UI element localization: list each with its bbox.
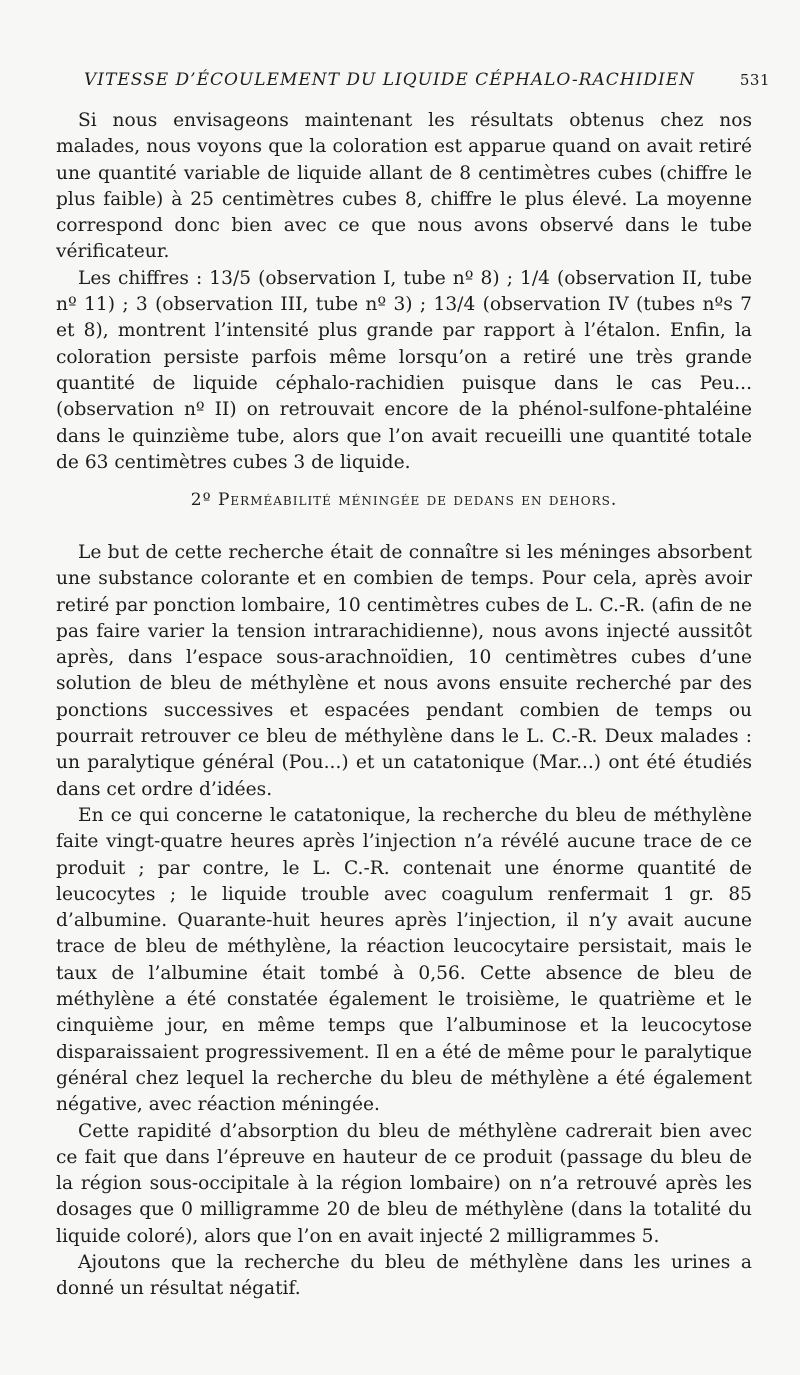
- paragraph-1: Si nous envisageons maintenant les résultats obtenus chez nos malades, nous voyons que la coloration est apparue quand on avait retiré une quantité variable de liquide allant de 8 centimètres cubes (chiffre le plus faible) à 25 centimètres cubes 8, chiffre le plus élevé. La moyenne correspond donc bien avec ce que nous avons observé dans le tube vérificateur.: [56, 110, 752, 263]
- paragraph-2: Les chiffres : 13/5 (observation I, tube nº 8) ; 1/4 (observation II, tube nº 11) ; 3 (observation III, tube nº 3) ; 13/4 (observation IV (tubes nºs 7 et 8), montrent l’intensité plus grande par rapport à l’étalon. Enfin, la coloration persiste parfois même lorsqu’on a retiré une très grande quantité de liquide céphalo-rachidien puisque dans le cas Peu... (observation nº II) on retrouvait encore de la phénol-sulfone-phtaléine dans le quinzième tube, alors que l’on avait recueilli une quantité totale de 63 centimètres cubes 3 de liquide.: [56, 267, 752, 473]
- section-2-text: [56, 540, 752, 1303]
- section-title: Perméabilité méningée de dedans en dehors.: [217, 490, 618, 510]
- paragraph-6: Ajoutons que la recherche du bleu de méthylène dans les urines a donné un résultat négatif.: [56, 1252, 752, 1300]
- running-head: [84, 70, 770, 96]
- page-number: 531: [739, 71, 770, 89]
- paragraph-4: En ce qui concerne le catatonique, la recherche du bleu de méthylène faite vingt-quatre heures après l’injection n’a révélé aucune trace de ce produit ; par contre, le L. C.-R. contenait une énorme quantité de leucocytes ; le liquide trouble avec coagulum renfermait 1 gr. 85 d’albumine. Quarante-huit heures après l’injection, il n’y avait aucune trace de bleu de méthylène, la réaction leucocytaire persistait, mais le taux de l’albumine était tombé à 0,56. Cette absence de bleu de méthylène a été constatée également le troisième, le quatrième et le cinquième jour, en même temps que l’albuminose et la leucocytose disparaissaient progressivement. Il en a été de même pour le paralytique général chez lequel la recherche du bleu de méthylène a été également négative, avec réaction méningée.: [56, 804, 752, 1116]
- section-number: 2º: [190, 490, 212, 510]
- paragraph-3: Le but de cette recherche était de connaître si les méninges absorbent une substance colorante et en combien de temps. Pour cela, après avoir retiré par ponction lombaire, 10 centimètres cubes de L. C.-R. (afin de ne pas faire varier la tension intrarachidienne), nous avons injecté aussitôt après, dans l’espace sous-arachnoïdien, 10 centimètres cubes d’une solution de bleu de méthylène et nous avons ensuite recherché par des ponctions successives et espacées pendant combien de temps ou pourrait retrouver ce bleu de méthylène dans le L. C.-R. Deux malades : un paralytique général (Pou...) et un catatonique (Mar...) ont été étudiés dans cet ordre d’idées.: [56, 542, 752, 800]
- paragraph-5: Cette rapidité d’absorption du bleu de méthylène cadrerait bien avec ce fait que dans l’épreuve en hauteur de ce produit (passage du bleu de la région sous-occipitale à la région lombaire) on n’a retrouvé après les dosages que 0 milligramme 20 de bleu de méthylène (dans la totalité du liquide coloré), alors que l’on en avait injecté 2 milligrammes 5.: [56, 1120, 752, 1247]
- running-title: VITESSE D’ÉCOULEMENT DU LIQUIDE CÉPHALO-RACHIDIEN: [84, 70, 695, 90]
- section-heading: [56, 490, 752, 510]
- section-1-text: [56, 108, 752, 476]
